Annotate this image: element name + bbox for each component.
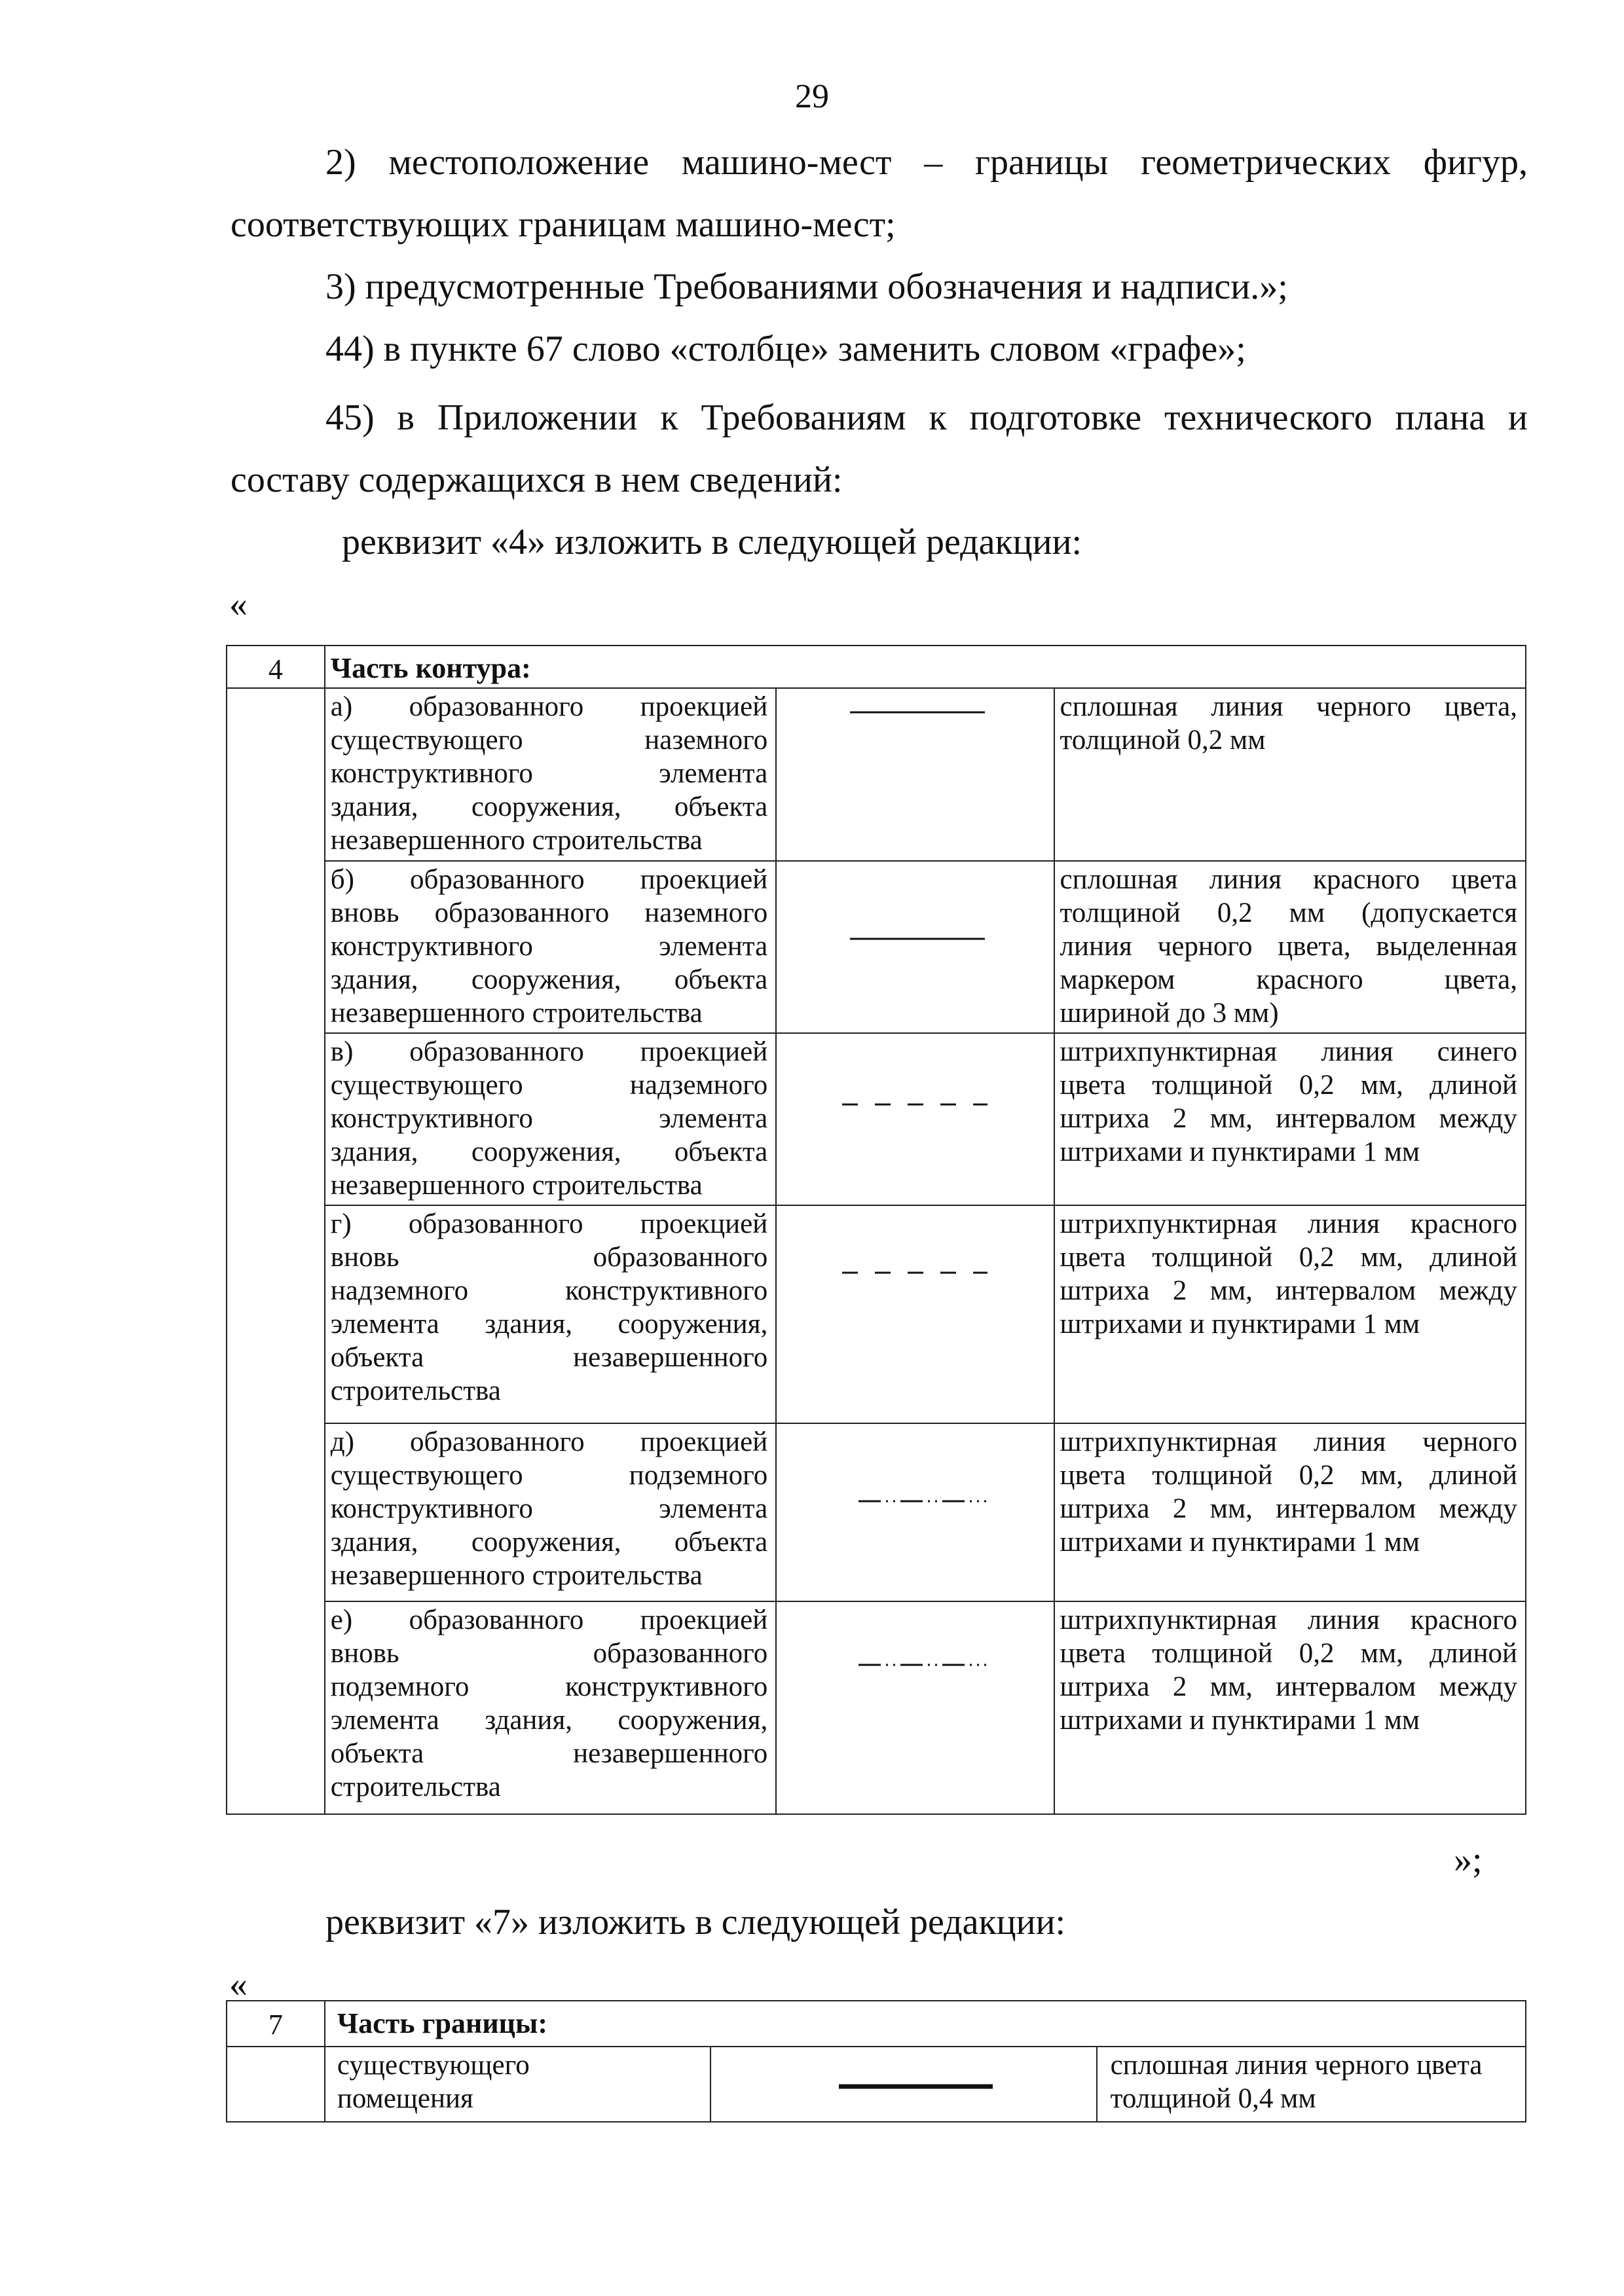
item-text-line: незавершенного строительства: [330, 1560, 703, 1591]
line-symbol-cell-g: [776, 1205, 1054, 1423]
number-column-spacer: [227, 2047, 325, 2122]
table-row: [227, 1601, 1526, 1814]
item-text-line: вновь образованного: [330, 1638, 768, 1669]
item-text-line: существующего надземного: [330, 1070, 768, 1101]
item-cell-a: [325, 688, 776, 861]
line-symbol-cell-a: [776, 688, 1054, 861]
description-text-line: штрихами и пунктирами 1 мм: [1060, 1137, 1420, 1167]
description-text-line: штриха 2 мм, интервалом между: [1060, 1103, 1517, 1134]
solid-line-symbol: [777, 862, 1055, 1034]
item-text-line: конструктивного элемента: [330, 931, 768, 962]
item-text-line: существующего наземного: [330, 725, 768, 756]
description-text-line: маркером красного цвета,: [1060, 964, 1517, 995]
description-text-line: сплошная линия черного цвета,: [1060, 691, 1517, 722]
requisite-4-intro: реквизит «4» изложить в следующей редакции:: [342, 522, 1082, 562]
table-row: [227, 1423, 1526, 1601]
line-symbol-cell-b: [776, 861, 1054, 1033]
paragraph-2-line-2: соответствующих границам машино-мест;: [231, 204, 896, 245]
item-text-line: е) образованного проекцией: [330, 1605, 768, 1635]
item-text-line: здания, сооружения, объекта: [330, 1137, 768, 1167]
description-text-line: толщиной 0,2 мм: [1060, 725, 1266, 756]
item-text-line: элемента здания, сооружения,: [330, 1309, 768, 1339]
table-row: [227, 1033, 1526, 1205]
table-row: [227, 688, 1526, 861]
item-text-line: незавершенного строительства: [330, 825, 703, 856]
description-text-line: штриха 2 мм, интервалом между: [1060, 1671, 1517, 1702]
description-cell-d: [1054, 1423, 1526, 1601]
description-text-line: штрихпунктирная линия красного: [1060, 1605, 1517, 1635]
requisite-7-table: [226, 2000, 1526, 2123]
description-text-line: штрихами и пунктирами 1 мм: [1060, 1705, 1420, 1736]
item-text-line: б) образованного проекцией: [330, 864, 768, 895]
table-header-title: Часть контура:: [325, 646, 1526, 688]
table-header-title: Часть границы:: [325, 2001, 1526, 2047]
item-text-line: здания, сооружения, объекта: [330, 964, 768, 995]
table-header-row: [227, 646, 1526, 688]
item-text-line: д) образованного проекцией: [330, 1427, 768, 1457]
item-cell-b: [325, 861, 776, 1033]
item-text-line: вновь образованного: [330, 1242, 768, 1273]
item-cell-d: [325, 1423, 776, 1601]
line-symbol-cell-d: [776, 1423, 1054, 1601]
requisite-number: 7: [227, 2001, 325, 2047]
description-text-line: сплошная линия красного цвета: [1060, 864, 1517, 895]
item-text-line: вновь образованного наземного: [330, 898, 768, 928]
thick-solid-line-symbol: [711, 2047, 1098, 2123]
item-text-line: строительства: [330, 1376, 501, 1406]
item-text-line: конструктивного элемента: [330, 1493, 768, 1524]
description-text-line: шириной до 3 мм): [1060, 998, 1279, 1029]
description-text-line: штриха 2 мм, интервалом между: [1060, 1275, 1517, 1306]
item-text-line: конструктивного элемента: [330, 1103, 768, 1134]
open-quote-1: «: [229, 584, 248, 625]
item-text-line: элемента здания, сооружения,: [330, 1705, 768, 1736]
table-header-row: [227, 2001, 1526, 2047]
dashed-line-symbol: [777, 1034, 1055, 1206]
item-text-line: здания, сооружения, объекта: [330, 1527, 768, 1558]
description-text-line: штрихпунктирная линия синего: [1060, 1036, 1517, 1067]
item-text-line: здания, сооружения, объекта: [330, 792, 768, 822]
dash-dot-line-symbol: [777, 1602, 1055, 1815]
paragraph-45-line-1: 45) в Приложении к Требованиям к подготовке технического плана и: [325, 397, 1528, 438]
description-text-line: штрихами и пунктирами 1 мм: [1060, 1309, 1420, 1339]
close-quote-1: »;: [1454, 1840, 1483, 1880]
item-text-line: объекта незавершенного: [330, 1342, 768, 1373]
description-cell-a: [1054, 688, 1526, 861]
table-row: [227, 2047, 1526, 2122]
item-text-line: незавершенного строительства: [330, 998, 703, 1029]
item-cell-g: [325, 1205, 776, 1423]
item-text-line: подземного конструктивного: [330, 1671, 768, 1702]
item-text-line: надземного конструктивного: [330, 1275, 768, 1306]
description-cell-g: [1054, 1205, 1526, 1423]
paragraph-44: 44) в пункте 67 слово «столбце» заменить словом «графе»;: [325, 329, 1246, 369]
paragraph-3: 3) предусмотренные Требованиями обозначения и надписи.»;: [325, 266, 1288, 307]
table-row: [227, 861, 1526, 1033]
description-text-line: толщиной 0,4 мм: [1110, 2083, 1316, 2114]
requisite-7-intro: реквизит «7» изложить в следующей редакции:: [325, 1902, 1066, 1942]
description-text-line: цвета толщиной 0,2 мм, длиной: [1060, 1070, 1517, 1101]
description-text-line: штриха 2 мм, интервалом между: [1060, 1493, 1517, 1524]
item-text-line: в) образованного проекцией: [330, 1036, 768, 1067]
item-text-line: конструктивного элемента: [330, 758, 768, 789]
description-text-line: линия черного цвета, выделенная: [1060, 931, 1517, 962]
description-text-line: штрихпунктирная линия красного: [1060, 1209, 1517, 1239]
page-number: 29: [795, 78, 829, 115]
description-cell-room: [1097, 2047, 1526, 2122]
description-text-line: цвета толщиной 0,2 мм, длиной: [1060, 1242, 1517, 1273]
requisite-4-table: [226, 645, 1526, 1815]
number-column-spacer: [227, 688, 325, 1814]
description-text-line: цвета толщиной 0,2 мм, длиной: [1060, 1460, 1517, 1491]
item-text-line: существующего: [337, 2050, 530, 2081]
line-symbol-cell-e: [776, 1601, 1054, 1814]
description-text-line: штрихпунктирная линия черного: [1060, 1427, 1517, 1457]
item-cell-e: [325, 1601, 776, 1814]
paragraph-2-line-1: 2) местоположение машино-мест – границы геометрических фигур,: [325, 142, 1528, 183]
description-text-line: сплошная линия черного цвета: [1110, 2050, 1483, 2081]
item-text-line: г) образованного проекцией: [330, 1209, 768, 1239]
item-text-line: строительства: [330, 1772, 501, 1802]
item-text-line: незавершенного строительства: [330, 1170, 703, 1201]
dashed-line-symbol: [777, 1206, 1055, 1424]
line-symbol-cell-room: [710, 2047, 1096, 2122]
item-cell-room: [325, 2047, 711, 2122]
description-text-line: толщиной 0,2 мм (допускается: [1060, 898, 1517, 928]
description-cell-v: [1054, 1033, 1526, 1205]
item-text-line: объекта незавершенного: [330, 1738, 768, 1769]
item-text-line: существующего подземного: [330, 1460, 768, 1491]
description-cell-e: [1054, 1601, 1526, 1814]
paragraph-45-line-2: составу содержащихся в нем сведений:: [231, 460, 843, 500]
table-row: [227, 1205, 1526, 1423]
dash-dot-line-symbol: [777, 1424, 1055, 1602]
description-text-line: штрихами и пунктирами 1 мм: [1060, 1527, 1420, 1558]
line-symbol-cell-v: [776, 1033, 1054, 1205]
solid-line-symbol: [777, 689, 1055, 862]
item-text-line: а) образованного проекцией: [330, 691, 768, 722]
item-cell-v: [325, 1033, 776, 1205]
requisite-number: 4: [227, 646, 325, 688]
description-text-line: цвета толщиной 0,2 мм, длиной: [1060, 1638, 1517, 1669]
description-cell-b: [1054, 861, 1526, 1033]
item-text-line: помещения: [337, 2083, 473, 2114]
open-quote-2: «: [229, 1964, 248, 2005]
